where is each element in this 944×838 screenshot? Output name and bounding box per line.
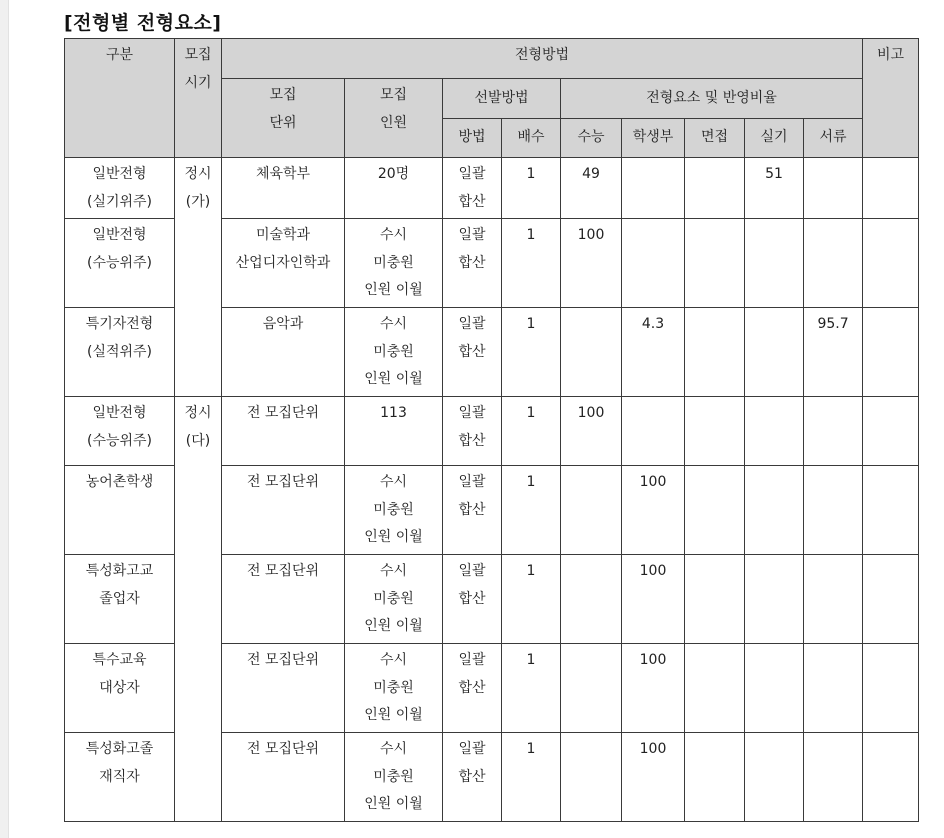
- cell-seoryu: [804, 644, 863, 733]
- cell-suneung: 100: [561, 397, 622, 466]
- cell-inwon: 수시 미충원 인원 이월: [345, 555, 443, 644]
- cell-myeonjeop: [685, 733, 745, 822]
- header-mojib-sigi: 모집 시기: [175, 39, 222, 158]
- header-jeonhyeong-bangbeop: 전형방법: [222, 39, 863, 79]
- cell-myeonjeop: [685, 555, 745, 644]
- cell-myeonjeop: [685, 397, 745, 466]
- cell-danwi: 전 모집단위: [222, 397, 345, 466]
- cell-myeonjeop: [685, 219, 745, 308]
- cell-inwon: 수시 미충원 인원 이월: [345, 219, 443, 308]
- cell-sigi: 정시 (다): [175, 397, 222, 822]
- cell-baesu: 1: [502, 158, 561, 219]
- section-title: [전형별 전형요소]: [64, 12, 222, 34]
- cell-bigo: [863, 397, 919, 466]
- cell-bigo: [863, 158, 919, 219]
- cell-baesu: 1: [502, 733, 561, 822]
- cell-seoryu: [804, 158, 863, 219]
- cell-danwi: 미술학과 산업디자인학과: [222, 219, 345, 308]
- cell-danwi: 체육학부: [222, 158, 345, 219]
- header-haksaengbu: 학생부: [622, 119, 685, 158]
- header-suneung: 수능: [561, 119, 622, 158]
- cell-inwon: 수시 미충원 인원 이월: [345, 466, 443, 555]
- cell-gubun: 일반전형 (실기위주): [65, 158, 175, 219]
- header-mojib-inwon: 모집 인원: [345, 79, 443, 158]
- cell-bigo: [863, 219, 919, 308]
- header-mojib-danwi: 모집 단위: [222, 79, 345, 158]
- cell-gubun: 일반전형 (수능위주): [65, 397, 175, 466]
- cell-suneung: [561, 555, 622, 644]
- header-bangbeop: 방법: [443, 119, 502, 158]
- cell-inwon: 113: [345, 397, 443, 466]
- cell-suneung: [561, 466, 622, 555]
- cell-bangbeop: 일괄 합산: [443, 397, 502, 466]
- cell-baesu: 1: [502, 308, 561, 397]
- cell-myeonjeop: [685, 158, 745, 219]
- cell-silgi: 51: [745, 158, 804, 219]
- cell-bangbeop: 일괄 합산: [443, 555, 502, 644]
- cell-silgi: [745, 466, 804, 555]
- table-row: [65, 158, 919, 219]
- cell-haksaengbu: [622, 158, 685, 219]
- header-yoso-bangyeong: 전형요소 및 반영비율: [561, 79, 863, 119]
- cell-haksaengbu: 100: [622, 644, 685, 733]
- cell-bigo: [863, 308, 919, 397]
- cell-seoryu: [804, 733, 863, 822]
- cell-silgi: [745, 733, 804, 822]
- cell-baesu: 1: [502, 466, 561, 555]
- cell-baesu: 1: [502, 219, 561, 308]
- cell-inwon: 20명: [345, 158, 443, 219]
- cell-seoryu: [804, 466, 863, 555]
- cell-gubun: 특기자전형 (실적위주): [65, 308, 175, 397]
- cell-seoryu: 95.7: [804, 308, 863, 397]
- cell-bangbeop: 일괄 합산: [443, 466, 502, 555]
- cell-bangbeop: 일괄 합산: [443, 308, 502, 397]
- cell-bigo: [863, 555, 919, 644]
- admission-elements-table: [64, 38, 919, 822]
- cell-myeonjeop: [685, 308, 745, 397]
- header-gubun: 구분: [65, 39, 175, 158]
- cell-gubun: 특수교육 대상자: [65, 644, 175, 733]
- cell-silgi: [745, 555, 804, 644]
- cell-suneung: 49: [561, 158, 622, 219]
- cell-baesu: 1: [502, 397, 561, 466]
- cell-bangbeop: 일괄 합산: [443, 158, 502, 219]
- cell-danwi: 전 모집단위: [222, 466, 345, 555]
- cell-seoryu: [804, 555, 863, 644]
- header-myeonjeop: 면접: [685, 119, 745, 158]
- cell-danwi: 전 모집단위: [222, 555, 345, 644]
- cell-seoryu: [804, 219, 863, 308]
- cell-bangbeop: 일괄 합산: [443, 733, 502, 822]
- cell-suneung: 100: [561, 219, 622, 308]
- cell-haksaengbu: 100: [622, 555, 685, 644]
- cell-gubun: 농어촌학생: [65, 466, 175, 555]
- cell-bangbeop: 일괄 합산: [443, 219, 502, 308]
- cell-danwi: 음악과: [222, 308, 345, 397]
- cell-haksaengbu: 4.3: [622, 308, 685, 397]
- cell-baesu: 1: [502, 555, 561, 644]
- cell-danwi: 전 모집단위: [222, 733, 345, 822]
- cell-myeonjeop: [685, 644, 745, 733]
- cell-inwon: 수시 미충원 인원 이월: [345, 733, 443, 822]
- header-bigo: 비고: [863, 39, 919, 158]
- header-baesu: 배수: [502, 119, 561, 158]
- cell-haksaengbu: [622, 219, 685, 308]
- header-seonbal-bangbeop: 선발방법: [443, 79, 561, 119]
- cell-haksaengbu: 100: [622, 733, 685, 822]
- cell-myeonjeop: [685, 466, 745, 555]
- cell-silgi: [745, 308, 804, 397]
- cell-suneung: [561, 644, 622, 733]
- table-row: [65, 397, 919, 466]
- cell-seoryu: [804, 397, 863, 466]
- cell-suneung: [561, 733, 622, 822]
- cell-suneung: [561, 308, 622, 397]
- cell-silgi: [745, 644, 804, 733]
- cell-bigo: [863, 733, 919, 822]
- cell-gubun: 일반전형 (수능위주): [65, 219, 175, 308]
- header-seoryu: 서류: [804, 119, 863, 158]
- cell-baesu: 1: [502, 644, 561, 733]
- page-edge: [0, 0, 9, 838]
- cell-haksaengbu: 100: [622, 466, 685, 555]
- cell-inwon: 수시 미충원 인원 이월: [345, 308, 443, 397]
- cell-danwi: 전 모집단위: [222, 644, 345, 733]
- cell-gubun: 특성화고졸 재직자: [65, 733, 175, 822]
- cell-bangbeop: 일괄 합산: [443, 644, 502, 733]
- cell-sigi: 정시 (가): [175, 158, 222, 397]
- cell-inwon: 수시 미충원 인원 이월: [345, 644, 443, 733]
- cell-haksaengbu: [622, 397, 685, 466]
- header-silgi: 실기: [745, 119, 804, 158]
- cell-silgi: [745, 397, 804, 466]
- cell-gubun: 특성화고교 졸업자: [65, 555, 175, 644]
- cell-bigo: [863, 466, 919, 555]
- cell-silgi: [745, 219, 804, 308]
- cell-bigo: [863, 644, 919, 733]
